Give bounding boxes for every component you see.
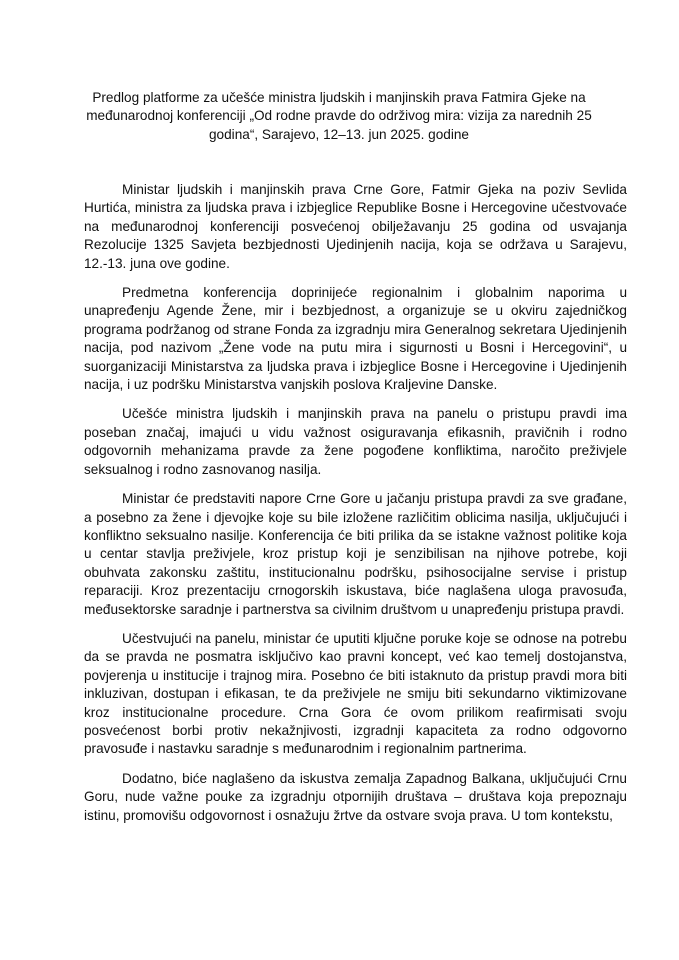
paragraph-4: Ministar će predstaviti napore Crne Gore u jačanju pristupa pravdi za sve građane, a posebno za žene i djevojke koje su bile izložene različitim oblicima nasilja, uključujući i konfliktno seksualno nasilje. Konferencija će biti prilika da se istakne važnost politike koja u centar stavlja preživjele, kroz pristup koji je senzibilisan na njihove potrebe, koji obuhvata zakonsku zaštitu, institucionalnu podršku, psihosocijalne servise i pristup reparaciji. Kroz prezentaciju crnogorskih iskustava, biće naglašena uloga pravosuđa, međusektorske saradnje i partnerstva sa civilnim društvom u unapređenju pristupa pravdi. [84,491,627,617]
paragraph-5: Učestvujući na panelu, ministar će uputiti ključne poruke koje se odnose na potrebu da se pravda ne posmatra isključivo kao pravni koncept, već kao temelj dostojanstva, povjerenja u institucije i trajnog mira. Posebno će biti istaknuto da pristup pravdi mora biti inkluzivan, dostupan i efikasan, te da preživjele ne smiju biti sekundarno viktimizovane kroz institucionalne procedure. Crna Gora će ovom prilikom reafirmisati svoju posvećenost borbi protiv nekažnjivosti, izgradnji kapaciteta za rodno odgovorno pravosuđe i nastavku saradnje s međunarodnim i regionalnim partnerima. [84,630,627,757]
paragraph-6: Dodatno, biće naglašeno da iskustva zemalja Zapadnog Balkana, uključujući Crnu Goru, nude važne pouke za izgradnju otpornijih društava – društava koja prepoznaju istinu, promovišu odgovornost i osnažuju žrtve da ostvare svoja prava. U tom kontekstu, [84,770,627,823]
document-body [84,181,627,836]
paragraph-2: Predmetna konferencija doprinijeće regionalnim i globalnim naporima u unapređenju Agende Žene, mir i bezbjednost, a organizuje se u okviru zajedničkog programa podržanog od strane Fonda za izgradnju mira Generalnog sekretara Ujedinjenih nacija, pod nazivom „Žene vode na putu mira i sigurnosti u Bosni i Hercegovini“, u suorganizaciji Ministarstva za ljudska prava i izbjeglice Bosne i Hercegovine i Ujedinjenih nacija, i uz podršku Ministarstva vanjskih poslova Kraljevine Danske. [84,285,627,393]
paragraph-1: Ministar ljudskih i manjinskih prava Crne Gore, Fatmir Gjeka na poziv Sevlida Hurtića, ministra za ljudska prava i izbjeglice Republike Bosne i Hercegovine učestvovaće na međunarodnoj konferenciji posvećenoj obilježavanju 25 godina od usvajanja Rezolucije 1325 Savjeta bezbjednosti Ujedinjenih nacija, koja se održava u Sarajevu, 12.-13. juna ove godine. [84,182,627,271]
document-title: Predlog platforme za učešće ministra ljudskih i manjinskih prava Fatmira Gjeke na međunarodnoj konferenciji „Od rodne pravde do održivog mira: vizija za narednih 25 godina“, Sarajevo, 12–13. jun 2025. godine [86,90,592,142]
paragraph-3: Učešće ministra ljudskih i manjinskih prava na panelu o pristupu pravdi ima poseban značaj, imajući u vidu važnost osiguravanja efikasnih, pravičnih i rodno odgovornih mehanizama pravde za žene pogođene konfliktima, naročito preživjele seksualnog i rodno zasnovanog nasilja. [84,406,627,477]
